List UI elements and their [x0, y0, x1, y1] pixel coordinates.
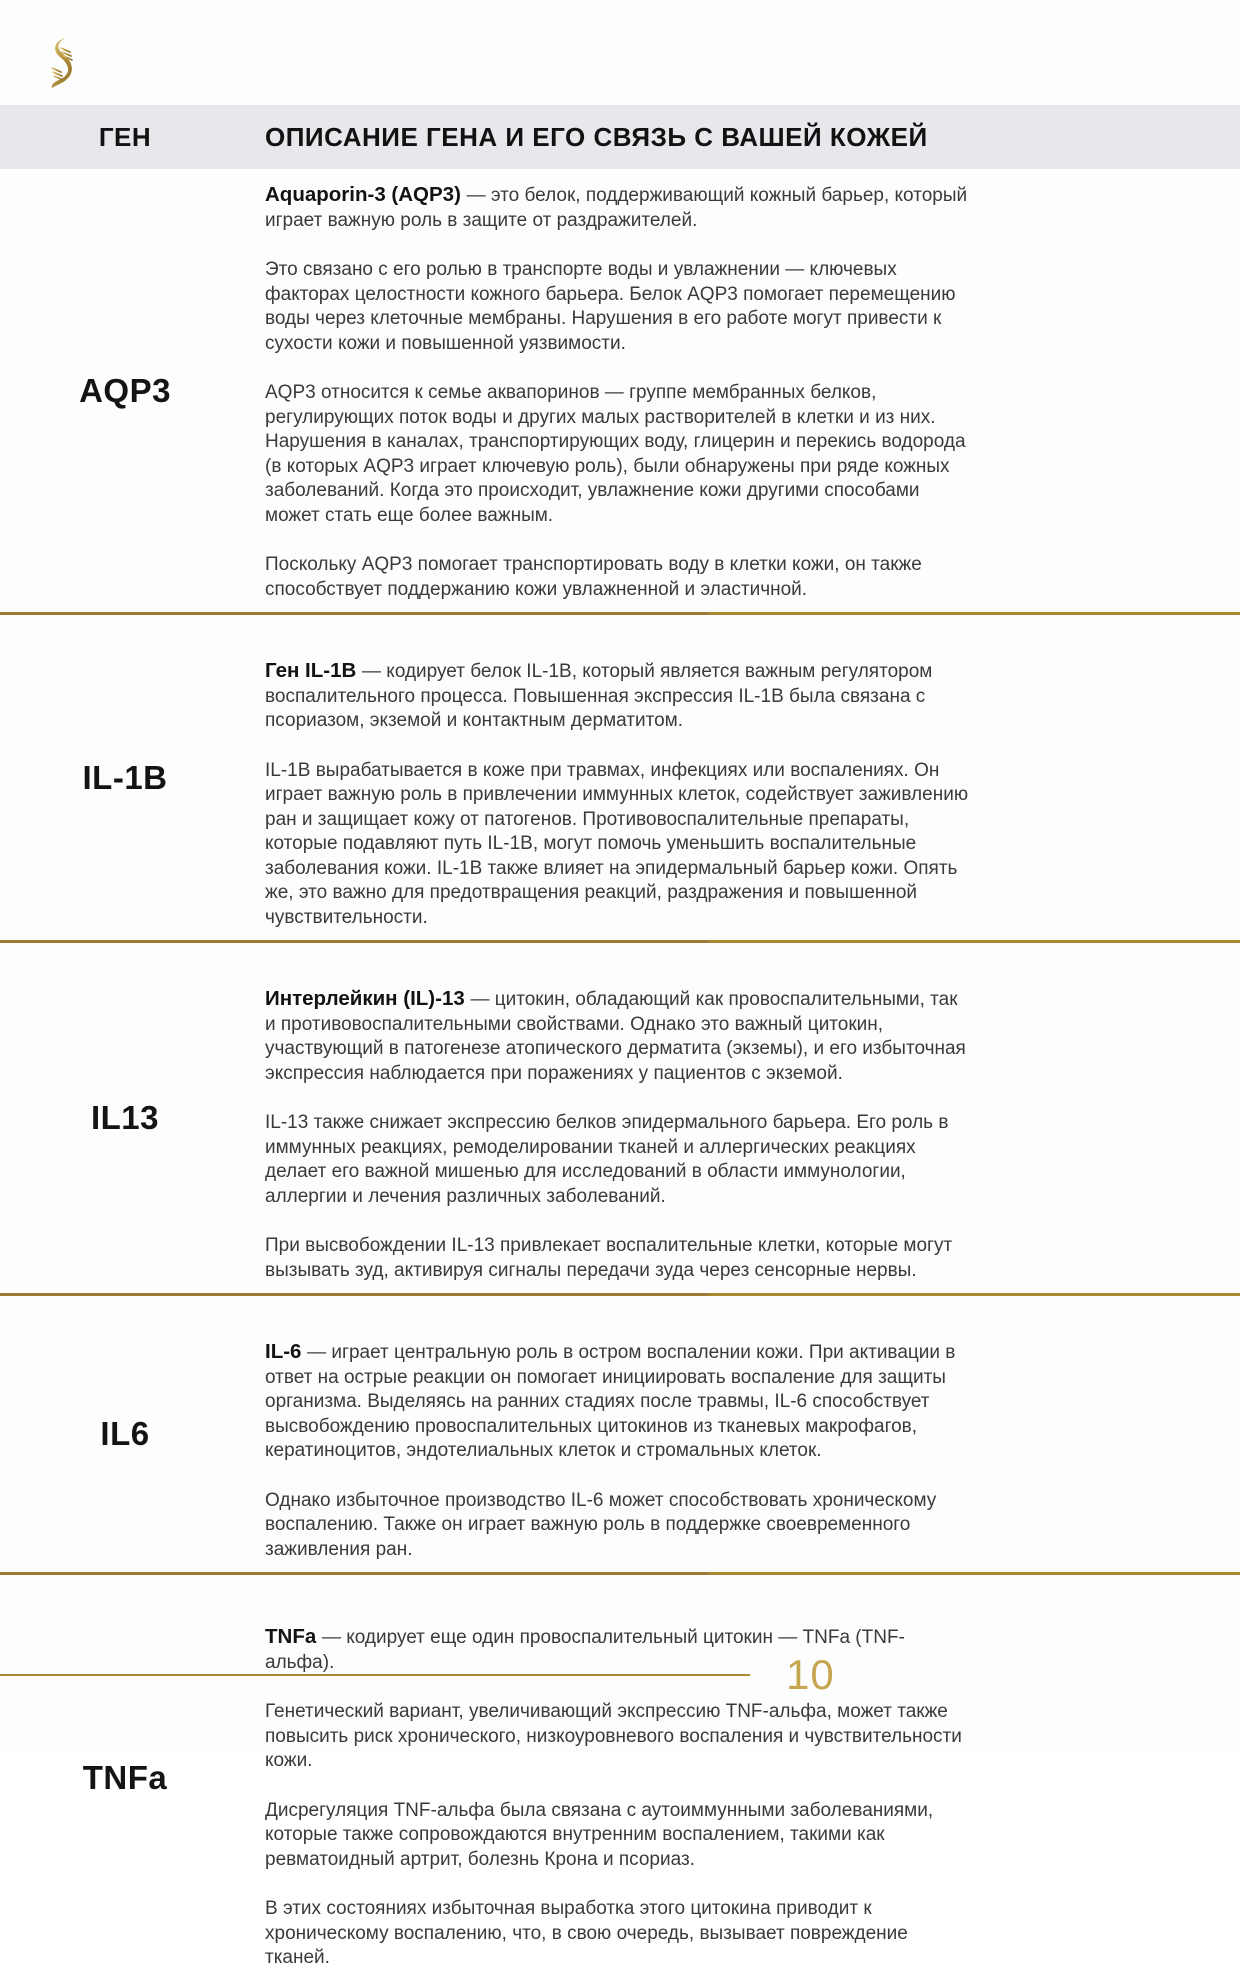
description-paragraph	[265, 659, 970, 734]
gene-description	[250, 615, 980, 940]
paragraph-text: — играет центральную роль в остром воспалении кожи. При активации в ответ на острые реакции он помогает инициировать воспаление для защиты организма. Выделяясь на ранних стадиях после травмы, IL-6 способствует высвобождению провоспалительных цитокинов из тканевых макрофагов, кератиноцитов, эндотелиальных клеток и стромальных клеток.	[265, 1342, 956, 1461]
gene-name: AQP3	[79, 371, 171, 409]
page-number: 10	[786, 1651, 835, 1698]
gene-row-il1b	[0, 615, 1240, 940]
gene-row-tnfa	[0, 1575, 1240, 1981]
page-footer	[0, 1650, 1240, 1700]
paragraph-text: AQP3 относится к семье аквапоринов — группе мембранных белков, регулирующих поток воды и других малых растворителей в клетки и из них. Нарушения в каналах, транспортирующих воду, глицерин и перекись водорода (в которых AQP3 играет ключевую роль), были обнаружены при ряде кожных заболеваний. Когда это происходит, увлажнение кожи другими способами может стать еще более важным.	[265, 382, 966, 526]
header-gene-column: ГЕН	[98, 121, 152, 152]
description-paragraph	[265, 1799, 970, 1873]
paragraph-text: IL-13 также снижает экспрессию белков эпидермального барьера. Его роль в иммунных реакциях, ремоделировании тканей и аллергических реакциях делает его важной мишенью для исследований в области иммунологии, аллергии и лечения различных заболеваний.	[265, 1112, 949, 1207]
table-header	[0, 105, 1240, 169]
description-paragraph	[265, 553, 970, 602]
paragraph-text: — кодирует еще один провоспалительный цитокин — TNFa (TNF-альфа).	[265, 1627, 905, 1673]
paragraph-text: В этих состояниях избыточная выработка этого цитокина приводит к хроническому воспалению, что, в свою очередь, вызывает повреждение тканей.	[265, 1898, 908, 1968]
gene-lead-label: TNFa	[265, 1625, 322, 1648]
gene-row-il6	[0, 1296, 1240, 1572]
description-paragraph	[265, 1700, 970, 1774]
footer-rule	[0, 1674, 750, 1677]
paragraph-text: Это связано с его ролью в транспорте воды и увлажнении — ключевых факторах целостности кожного барьера. Белок AQP3 помогает перемещению воды через клеточные мембраны. Нарушения в его работе могут привести к сухости кожи и повышенной уязвимости.	[265, 259, 956, 354]
gene-description	[250, 1296, 980, 1572]
gene-table-body	[0, 169, 1240, 1981]
description-paragraph	[265, 987, 970, 1086]
gene-name: IL13	[90, 1099, 160, 1136]
description-paragraph	[265, 1234, 970, 1283]
gene-lead-label: Ген IL-1B	[265, 659, 363, 682]
gene-description	[250, 943, 980, 1293]
description-paragraph	[265, 1111, 970, 1209]
paragraph-text: Дисрегуляция TNF-альфа была связана с аутоиммунными заболеваниями, которые также сопровождаются внутренним воспалением, такими как ревматоидный артрит, болезнь Крона и псориаз.	[265, 1799, 934, 1870]
dna-helix-logo-icon	[44, 36, 80, 90]
gene-lead-label: IL-6	[265, 1340, 308, 1363]
gene-name: IL-1B	[82, 758, 168, 796]
gene-row-aqp3	[0, 169, 1240, 612]
gene-name: TNFa	[82, 1758, 168, 1796]
header-description-column: ОПИСАНИЕ ГЕНА И ЕГО СВЯЗЬ С ВАШЕЙ КОЖЕЙ	[265, 121, 928, 152]
paragraph-text: При высвобождении IL-13 привлекает воспалительные клетки, которые могут вызывать зуд, активируя сигналы передачи зуда через сенсорные нервы.	[265, 1235, 953, 1281]
description-paragraph	[265, 759, 970, 931]
paragraph-text: Поскольку AQP3 помогает транспортировать воду в клетки кожи, он также способствует поддержанию кожи увлажненной и эластичной.	[265, 554, 922, 600]
description-paragraph	[265, 381, 970, 528]
paragraph-text: Однако избыточное производство IL-6 может способствовать хроническому воспалению. Также он играет важную роль в поддержке своевременного заживления ран.	[265, 1489, 937, 1560]
paragraph-text: Генетический вариант, увеличивающий экспрессию TNF-альфа, может также повысить риск хронического, низкоуровневого воспаления и чувствительности кожи.	[265, 1701, 962, 1771]
paragraph-text: — цитокин, обладающий как провоспалительными, так и противовоспалительными свойствами. Однако это важный цитокин, участвующий в патогенезе атопического дерматита (экземы), и его избыточная экспрессия наблюдается при поражениях у пациентов с экземой.	[265, 989, 966, 1084]
paragraph-text: — кодирует белок IL-1B, который является важным регулятором воспалительного процесса. Повышенная экспрессия IL-1B была связана с псориазом, экземой и контактным дерматитом.	[265, 661, 933, 731]
gene-row-il13	[0, 943, 1240, 1293]
gene-description	[250, 169, 980, 612]
gene-lead-label: Интерлейкин (IL)-13	[265, 987, 471, 1010]
paragraph-text: — это белок, поддерживающий кожный барьер, который играет важную роль в защите от раздражителей.	[265, 185, 968, 231]
description-paragraph	[265, 1340, 970, 1464]
gene-description	[250, 1575, 980, 1981]
description-paragraph	[265, 258, 970, 356]
paragraph-text: IL-1B вырабатывается в коже при травмах, инфекциях или воспалениях. Он играет важную роль в привлечении иммунных клеток, содействует заживлению ран и защищает кожу от патогенов. Противовоспалительные препараты, которые подавляют путь IL-1B, могут помочь уменьшить воспалительные заболевания кожи. IL-1B также влияет на эпидермальный барьер кожи. Опять же, это важно для предотвращения реакций, раздражения и повышенной чувствительности.	[265, 759, 969, 928]
gene-name: IL6	[100, 1415, 150, 1452]
description-paragraph	[265, 183, 970, 233]
description-paragraph	[265, 1897, 970, 1971]
gene-lead-label: Aquaporin-3 (AQP3)	[265, 183, 467, 206]
description-paragraph	[265, 1489, 970, 1563]
